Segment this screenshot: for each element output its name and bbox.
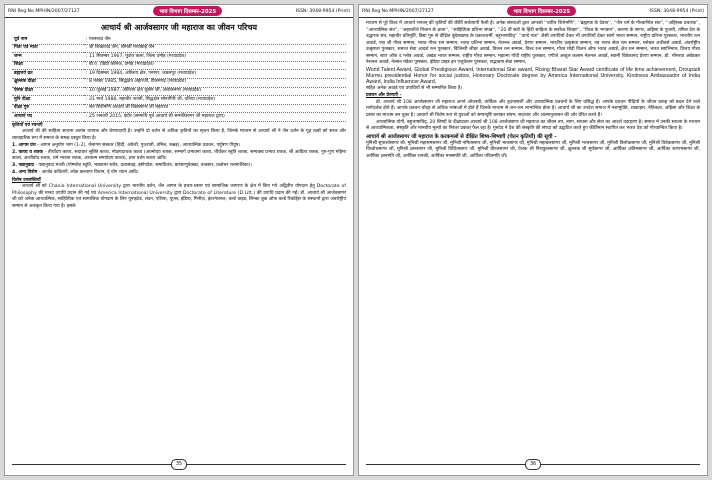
disciples-list: मुनिश्री सुपार्श्वसागर जी, मुनिश्री महासमसागर जी, मुनिश्री नमितसागर जी, मुनिश्री भावसागर जी, मुनिश्री महाबलसागर जी, मुनिश्री भरतसागर जी, मुनिश्री त्रिलोकसागर जी, मुनिश्री विवेकसागर जी, मुनिश्री विश्वोधसागर जी, मुनिश्री ज्ञानसागर जी, मुनिश्री विचिंतसागर जी, मुनिश्री वीरजसागर जी, ऐलक श्री निराकुलसागर जी, क्षुल्लक श्री सूर्यसागर जी, आर्यिका अंतिमसागर जी, आर्यिका शरणमसागर जी, आर्यिका ज्ञानमति जी, आर्यिका रत्नश्री, आर्यिका मनसमति जी, आर्यिका पवित्रमति जी। — [366, 140, 700, 159]
bio-value: : बी.ए. (डिग्री कॉलेज, दमोह (मध्यप्रदेश) — [84, 61, 346, 70]
issn: ISSN: 3048-9954 (Print) — [295, 8, 350, 14]
bio-value: : 11 सितम्बर 1967, फुटेरा कलां, जिला दमोह (मध्यप्रदेश) — [84, 53, 346, 62]
works-item — [12, 170, 346, 177]
bio-row — [12, 36, 346, 44]
article-title: आचार्य श्री आर्जवसागर जी महाराज का जीवन परिचय — [100, 23, 258, 32]
works-item-title: 3. पद्यानुवाद — [12, 163, 34, 169]
right-page — [358, 4, 708, 476]
bio-label: पूर्व नाम — [12, 36, 84, 44]
magazine-title: भाव विभाग दिसम्बर-2025 — [153, 6, 222, 16]
bio-value: : 19 दिसम्बर 1984, अतिशय क्षेत्र, पनागर, जबलपुर (मध्यप्रदेश) — [84, 70, 346, 79]
bio-label: ब्रह्मचर्य व्रत — [12, 70, 84, 79]
page-header — [359, 5, 707, 18]
bio-label: मुनि दीक्षा — [12, 96, 84, 105]
works-item-title: 2. काव्य व शतक — [12, 149, 43, 155]
pravachan-paragraph-2: आध्यात्मिक योगी, बहुभाषाविद्, 20 शिष्यों के दीक्षादाता आचार्य श्री 108 आर्जवसागर जी महाराज का जीवन तप, त्याग, साधना और सेवा का आदर्श उदाहरण है। समाज में उनकी साधना के माध्यम से आध्यात्मिकता, संस्कृति और मानवीय मूल्यों का निरंतर प्रकाश फैल रहा है। गुरुदेव ने देश की संस्कृति की संपदा को उद्घाटित करते हुए कीर्तिमान स्थापित कर भारत देश को गौरवान्वित किया है। — [366, 119, 700, 132]
works-item-title: 4. अन्य विशेष — [12, 170, 38, 176]
awards-closing: सहित अनेक अवार्ड एवं उपाधियों से भी सम्मानित किया है। — [366, 85, 463, 91]
disciples-heading: आचार्य श्री आर्जवसागर जी महाराज के करकमलों से दीक्षित शिष्य-शिष्याएँ (चेतन कृतियाँ) की सूची - — [366, 133, 557, 140]
bio-value: : 10 जुलाई 1987, अतिशय क्षेत्र थूबोन जी, अशोकनगर (मध्यप्रदेश) — [84, 87, 346, 96]
bio-label: शिक्षा — [12, 61, 84, 70]
biography-table — [12, 36, 346, 122]
page-number: 35 — [171, 459, 187, 470]
bio-label: आचार्य पद — [12, 113, 84, 122]
works-item-title: 1. आगम ग्रंथ — [12, 142, 36, 148]
works-item-text: - आगम अनुयोग भाग (1-2), जैनागम संस्कार (हिंदी, अंग्रेजी, गुजराती, तमिल, कन्नड़), आध्यात्मिक प्रवचन, पर्युषण पीयूष। — [37, 142, 241, 148]
right-page-content — [359, 18, 707, 160]
bio-label: जन्म — [12, 53, 84, 62]
magazine-title: भाव विभाग दिसम्बर-2025 — [507, 6, 576, 16]
bio-row — [12, 113, 346, 122]
issn: ISSN: 3048-9954 (Print) — [649, 8, 704, 14]
bio-value: : संत शिरोमणि आचार्य श्री विद्यासागर जी महाराज — [84, 104, 346, 113]
works-list — [12, 143, 346, 177]
registration-number: RNI Reg No MPHIN/2007/27127 — [8, 8, 80, 14]
bio-row — [12, 61, 346, 70]
awards-english: World Talent Award, Global Prestigious Award, International Star award, Rising Bharat Star Award certificate of life time achievement, Droupadi Murmu presidential Honor for social justice, Honorary Doctorate degree by America International University, Kindness Ambassador of India Award, India Influencer Award, — [366, 67, 700, 86]
works-item — [12, 143, 346, 150]
left-page-content — [5, 18, 353, 210]
works-item — [12, 163, 346, 170]
awards-paragraph: माध्यम से पूरे विश्व में आचार्य भगवन् की कृतियाँ की कीर्ति सर्वव्यापी फैली है। अनेक संस्थाओं द्वारा आपको ''चारित्र शिरोमणि'', ''ब्रह्माण्ड के देवता'', ''जैन धर्म के गौरवान्वित संत'', ''अहिंसक प्रचारक'', ''आध्यात्मिक संत'', ''अहारतीर्थ निशान के ज्ञाता'', ''साहित्यिक प्रतिभा संपन्न'', ''20 वीं सदी के हिंदी साहित्य के सर्वोच्च शिखर'', ''विश्व के भगवान'', करुणा के सागर, अहिंसा के पुजारी, तमिल देश के उद्धारक संत, महावीर प्रतिमूर्ति, विद्या गुरु से दीक्षित बुंदेलखण्ड के प्रकाशधर्मी, बहुभाषाविद्'' ''वाग्दे गांड'' जैसी उपाधियों देकर भी उपाधियाँ देकर स्वर्ण भारत सम्मान, राष्ट्रीय प्रतिभा पुरस्कार, भारतीय रत्न अवार्ड, पद्म श्री गौरव सम्मान, भारत गौरव रत्न सम्मान, भारत प्रतिभा सम्मान, नेशनल अवार्ड, प्रेरणा सम्मान, भारतीय उत्कृष्टता सम्मान, नव भारत सेवा रत्न सम्मान, ग्लोबल अचीवर्स अवार्ड, अंतर्राष्ट्रीय उत्कृष्टता पुरस्कार, समाज सेवा आदर्श रत्न पुरस्कार, विजिनरी लीडर अवार्ड, विजन रत्न सम्मान, विश्व रत्न सम्मान, गौरव मोदी विजन ऑफ भारत अवार्ड, क्षेत्र रत्न सम्मान, भारत स्वाभिमान, विजय गौरव सम्मान, स्टार ऑफ द ग्लोब अवार्ड, अखंड भारत सम्मान, राष्ट्रीय गौरव सम्मान, महात्मा गाँधी राष्ट्रीय पुरस्कार, एपीजे अब्दुल कलाम नेशनल अवार्ड, स्वामी विवेकानंद प्रेरणा सम्मान, डॉ. भीमराव अंबेडकर नेशनल अवार्ड, नेल्सन मंडेला पुरस्कार, इंडिया प्राइड इन एजुकेशन पुरस्कार, सद्भावना सेवा सम्मान, — [366, 21, 700, 65]
bio-row — [12, 78, 346, 87]
page-header — [5, 5, 353, 18]
left-page — [4, 4, 354, 476]
achievements-heading: विशेष उपलब्धियाँ — [12, 177, 41, 183]
bio-value: : 25 जनवरी 2015, इंदौर (सम्माधि पूर्व आचार्य श्री सन्मतिसागर जी महाराज द्वारा) — [84, 113, 346, 122]
works-item — [12, 150, 346, 163]
works-item-text: - तीर्थोदय काव्य, सदाचार सूक्ति काव्य, मोक्षपदाचक काव्य (आत्मोदय शतक, सन्मार्ग प्रभावना काव्य, तीर्थंकर स्तुति शतक, सम्यक्त्व प्रभाव शतक, श्री आदित्य शतक, गुरु-गुण महिमा काव्य, आशीर्वाद शतक, धर्म भावना शतक, अध्यात्म समयोदय काव्य), ज्ञान वर्धन काव्य आदि। — [12, 149, 346, 162]
bio-label: दीक्षा गुरु — [12, 104, 84, 113]
bio-label: क्षुल्लक दीक्षा — [12, 78, 84, 87]
bio-row — [12, 104, 346, 113]
bio-value: : श्री शिखरचंद जैन, श्रीमती मायाबाई जैन — [84, 44, 346, 53]
pravachan-paragraph-1: डॉ. आचार्य श्री 108 आर्जवसागर जी महाराज अपने ओजस्वी, तार्किक और हृदयस्पर्शी और आध्यात्मिक प्रवचनों के लिए प्रसिद्ध हैं। आपके प्रवचन पीढ़ियों के जीवन प्रवाह को बदल देने वाले मार्गदर्शक होते हैं। आपके प्रवचन चौदह से अधिक भाषाओं में होते हैं जिनके माध्यम से जन-जन लाभान्वित होता है। आचार्य श्री का उपदेश समाज में नशामुक्ति, शाकाहार, नैतिकता, अहिंसा और शिक्षा के प्रसार का माध्यम बन चुका है। आचार्य श्री विशेष रूप से युवाओं को सम्यग्दृष्टि बनाकर संयम, सदाचार और आत्मानुशासन की ओर प्रेरित करते हैं। — [366, 99, 700, 118]
bio-row — [12, 70, 346, 79]
bio-label: ऐलक दीक्षा — [12, 87, 84, 96]
bio-row — [12, 96, 346, 105]
pravachan-heading: प्रवचन और प्रेरणाएँ - — [366, 93, 402, 99]
bio-label: पिता एवं माता — [12, 44, 84, 53]
works-item-text: - पद्यानुवाद मंजरी (गोम्मटेश स्तुति, भक्तामर स्तोत्र, दव्यसंग्रह, इष्टोपदेश, समाधितंत्र, बारसाणुवेक्खा, तत्वसार, प्रश्नोत्तर रत्नमालिका)। — [35, 163, 253, 169]
works-heading: कृतियाँ एवं रचनाएँ — [12, 122, 43, 128]
works-item-text: - आर्जव कविताएँ, लोक कल्याण विधान, ई योग ध्यान आदि। — [38, 170, 139, 176]
bio-row — [12, 87, 346, 96]
bio-value: : 31 मार्च 1988, महावीर जयंती, सिद्धक्षेत्र सोनागिरि जी, दतिया (मध्यप्रदेश) — [84, 96, 346, 105]
achievements-text: आचार्य श्री को Chania International University द्वारा भारतीय दर्शन, जैन आगम के प्रचार-प्रसार एवं सामाजिक जागरण के क्षेत्र में किए गये अद्वितीय योगदान हेतु Doctorate of Philosophy की मानद उपाधि प्रदान की गई एवं America International University द्वारा Doctorate of Literature (D.Litt.) की उपाधि प्रदान की गई। डॉ. आचार्य श्री आर्जवसागर जी को अनेक आध्यात्मिक, साहित्यिक एवं सामाजिक योगदान के लिए यूनाइटेड, लंदन, एशिया, यूएस, इंडिया, गिनीज़, इंटरनेशनल, वर्ल्ड वाइड, लिम्का बुक ऑफ वर्ल्ड रिकॉर्ड्स के संस्थानों द्वारा अंतर्राष्ट्रीय सम्मान से अलंकृत किया गया है। इसके — [12, 184, 346, 209]
page-number: 36 — [525, 459, 541, 470]
bio-value: : पारसचंद जैन — [84, 36, 346, 44]
works-intro: आचार्य श्री की साहित्य साधना अत्यंत व्यापक और प्रेरणादायी है। उन्होंने दो दर्जन से अधिक कृतियों का सृजन किया है, जिनके माध्यम से आचार्य श्री ने जैन दर्शन के गूढ़ तत्वों को सरल और व्यावहारिक रूप में समाज के समक्ष प्रस्तुत किया है। — [12, 129, 346, 141]
bio-row — [12, 53, 346, 62]
bio-row — [12, 44, 346, 53]
registration-number: RNI Reg No MPHIN/2007/27127 — [362, 8, 434, 14]
bio-value: : 8 नवंबर 1985, सिद्धक्षेत्र अहारजी, टीकमगढ़ (मध्यप्रदेश) — [84, 78, 346, 87]
